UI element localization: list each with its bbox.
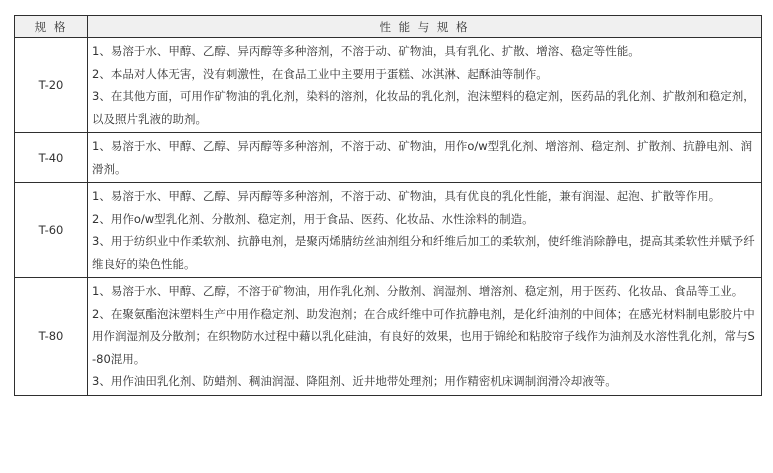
model-cell: T-80 [15,278,88,396]
description-line: 1、易溶于水、甲醇、乙醇、异丙醇等多种溶剂，不溶于动、矿物油，具有乳化、扩散、增溶、稳定等性能。 [92,44,640,58]
description-cell [88,183,762,278]
description-line: 1、易溶于水、甲醇、乙醇、异丙醇等多种溶剂，不溶于动、矿物油，具有优良的乳化性能，兼有润湿、起泡、扩散等作用。 [92,189,721,203]
header-model: 规 格 [15,16,88,38]
description-line: 1、易溶于水、甲醇、乙醇，不溶于矿物油，用作乳化剂、分散剂、润湿剂、增溶剂、稳定剂，用于医药、化妆品、食品等工业。 [92,284,744,298]
model-cell: T-60 [15,183,88,278]
spec-table [14,15,762,396]
table-row [15,278,762,396]
description-line: 2、用作o/w型乳化剂、分散剂、稳定剂，用于食品、医药、化妆品、水性涂料的制造。 [92,211,534,226]
table-row [15,38,762,133]
description-line: 3、用于纺织业中作柔软剂、抗静电剂，是聚丙烯腈纺丝油剂组分和纤维后加工的柔软剂，使纤维消除静电，提高其柔软性并赋予纤维良好的染色性能。 [92,234,755,271]
table-row [15,133,762,183]
header-description: 性 能 与 规 格 [88,16,762,38]
description-cell [88,278,762,396]
description-cell [88,38,762,133]
model-cell: T-20 [15,38,88,133]
model-cell: T-40 [15,133,88,183]
description-cell [88,133,762,183]
description-line: 3、在其他方面，可用作矿物油的乳化剂，染料的溶剂，化妆品的乳化剂，泡沫塑料的稳定剂，医药品的乳化剂、扩散剂和稳定剂，以及照片乳液的助剂。 [92,89,755,126]
table-header-row [15,16,762,38]
description-line: 1、易溶于水、甲醇、乙醇、异丙醇等多种溶剂，不溶于动、矿物油，用作o/w型乳化剂、增溶剂、稳定剂、扩散剂、抗静电剂、润滑剂。 [92,139,753,176]
description-line: 2、本品对人体无害，没有刺激性，在食品工业中主要用于蛋糕、冰淇淋、起酥油等制作。 [92,66,548,81]
table-row [15,183,762,278]
description-line: 3、用作油田乳化剂、防蜡剂、稠油润湿、降阻剂、近井地带处理剂；用作精密机床调制润滑冷却液等。 [92,374,617,388]
description-line: 2、在聚氨酯泡沫塑料生产中用作稳定剂、助发泡剂；在合成纤维中可作抗静电剂，是化纤油剂的中间体；在感光材料制电影胶片中用作润湿剂及分散剂；在织物防水过程中藉以乳化硅油，有良好的效果，也用于锦纶和粘胶帘子线作为油剂及水溶性乳化剂，常与S-80混用。 [92,306,755,366]
